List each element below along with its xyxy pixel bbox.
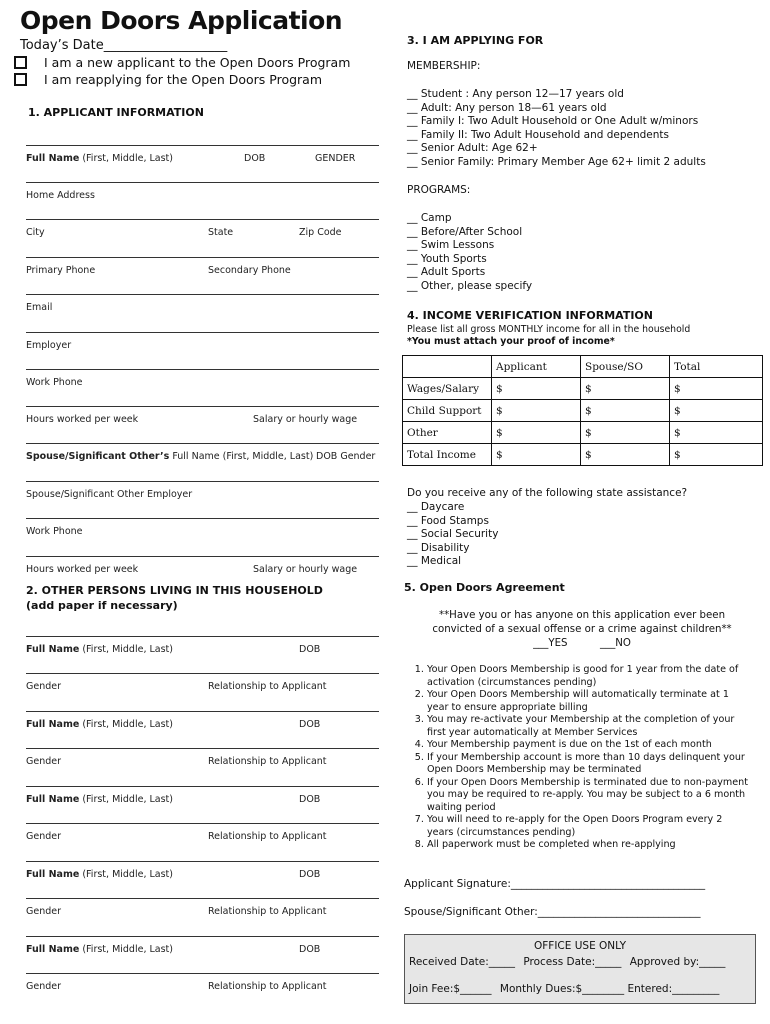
- person-gender-relationship-field[interactable]: [26, 748, 379, 772]
- applicant-signature-field[interactable]: Applicant Signature:_____________________________________: [404, 878, 706, 890]
- person-relationship-label: Relationship to Applicant: [208, 906, 327, 917]
- membership-option[interactable]: __ Student : Any person 12—17 years old: [407, 88, 624, 100]
- income-cell[interactable]: $: [670, 400, 763, 422]
- person-name-field[interactable]: [26, 711, 379, 735]
- spouse-work-phone-label: Work Phone: [26, 526, 83, 537]
- section1-heading: 1. APPLICANT INFORMATION: [28, 106, 204, 119]
- gender-label: GENDER: [315, 153, 356, 164]
- person-full-name-label: Full Name: [26, 719, 80, 730]
- checkbox-icon[interactable]: [14, 56, 27, 69]
- income-cell[interactable]: $: [581, 400, 670, 422]
- person-dob-label: DOB: [299, 794, 321, 805]
- programs-label: PROGRAMS:: [407, 184, 471, 196]
- income-cell[interactable]: $: [581, 444, 670, 466]
- table-header-cell: Spouse/SO: [581, 356, 670, 378]
- programs-list: [407, 212, 532, 294]
- phone-field[interactable]: [26, 257, 379, 281]
- email-field[interactable]: [26, 294, 379, 318]
- reapply-option[interactable]: [14, 72, 322, 87]
- membership-label: MEMBERSHIP:: [407, 60, 481, 72]
- person-gender-relationship-field[interactable]: [26, 973, 379, 997]
- spouse-name-hint: Full Name (First, Middle, Last): [169, 451, 314, 462]
- person-name-field[interactable]: [26, 786, 379, 810]
- spouse-employer-field[interactable]: [26, 481, 379, 505]
- table-header-cell: Total: [670, 356, 763, 378]
- term-item: 5. If your Membership account is more than 10 days delinquent your Open Doors Membership may be terminated: [427, 752, 749, 777]
- person-relationship-label: Relationship to Applicant: [208, 981, 327, 992]
- zip-label: Zip Code: [299, 227, 342, 238]
- membership-option[interactable]: __ Family II: Two Adult Household and dependents: [407, 128, 670, 141]
- row-label: Other: [403, 422, 492, 444]
- checkbox-icon[interactable]: [14, 73, 27, 86]
- no-option[interactable]: ___NO: [600, 638, 631, 649]
- city-state-zip-field[interactable]: [26, 219, 379, 243]
- approved-by-field[interactable]: Approved by:_____: [629, 956, 726, 968]
- person-relationship-label: Relationship to Applicant: [208, 831, 327, 842]
- table-header-cell: Applicant: [492, 356, 581, 378]
- person-full-name-label: Full Name: [26, 794, 80, 805]
- program-option[interactable]: __ Youth Sports: [407, 252, 487, 265]
- employer-label: Employer: [26, 340, 72, 351]
- new-applicant-option[interactable]: [14, 55, 350, 70]
- person-full-name-label: Full Name: [26, 644, 80, 655]
- monthly-dues-field[interactable]: Monthly Dues:$________: [499, 983, 625, 995]
- applicant-name-field[interactable]: [26, 145, 379, 169]
- new-applicant-label: I am a new applicant to the Open Doors Program: [44, 55, 351, 70]
- program-option[interactable]: __ Camp: [407, 212, 452, 224]
- spouse-employer-label: Spouse/Significant Other Employer: [26, 489, 193, 500]
- income-cell[interactable]: $: [581, 378, 670, 400]
- person-gender-label: Gender: [26, 756, 62, 767]
- spouse-hours-salary-field[interactable]: [26, 556, 379, 580]
- spouse-dob-gender-label: DOB Gender: [316, 451, 376, 462]
- term-item: 4. Your Membership payment is due on the 1st of each month: [427, 739, 749, 752]
- spouse-name-label: Spouse/Significant Other’s: [26, 451, 170, 462]
- person-gender-relationship-field[interactable]: [26, 823, 379, 847]
- process-date-field[interactable]: Process Date:_____: [523, 956, 622, 968]
- person-gender-label: Gender: [26, 831, 62, 842]
- spouse-name-field[interactable]: [26, 443, 379, 467]
- home-address-field[interactable]: [26, 182, 379, 206]
- person-full-name-label: Full Name: [26, 869, 80, 880]
- assistance-option[interactable]: __ Medical: [407, 555, 462, 568]
- row-label: Total Income: [403, 444, 492, 466]
- program-option[interactable]: __ Swim Lessons: [407, 239, 495, 252]
- assistance-list: [407, 501, 498, 569]
- yes-option[interactable]: ___YES: [533, 638, 568, 649]
- income-note: Please list all gross MONTHLY income for all in the household: [407, 324, 691, 335]
- hours-label: Hours worked per week: [26, 414, 139, 425]
- person-name-field[interactable]: [26, 936, 379, 960]
- person-full-name-hint: (First, Middle, Last): [79, 794, 173, 805]
- table-row: [403, 444, 763, 466]
- person-relationship-label: Relationship to Applicant: [208, 681, 327, 692]
- section5-heading: 5. Open Doors Agreement: [404, 581, 565, 594]
- conviction-question: [404, 609, 760, 651]
- row-label: Wages/Salary: [403, 378, 492, 400]
- assistance-option[interactable]: __ Social Security: [407, 528, 499, 541]
- assistance-option[interactable]: __ Daycare: [407, 501, 465, 513]
- membership-option[interactable]: __ Family I: Two Adult Household or One Adult w/minors: [407, 115, 699, 128]
- program-option[interactable]: __ Other, please specify: [407, 279, 533, 292]
- page-title: Open Doors Application: [20, 6, 343, 35]
- term-item: 1. Your Open Doors Membership is good for 1 year from the date of activation (circumstances pending): [427, 664, 749, 689]
- person-full-name-hint: (First, Middle, Last): [79, 719, 173, 730]
- membership-option[interactable]: __ Adult: Any person 18—61 years old: [407, 101, 607, 114]
- employer-field[interactable]: [26, 332, 379, 356]
- proof-note: *You must attach your proof of income*: [407, 336, 615, 347]
- table-row: [403, 400, 763, 422]
- income-cell[interactable]: $: [670, 378, 763, 400]
- person-full-name-hint: (First, Middle, Last): [79, 869, 173, 880]
- question-line: convicted of a sexual offense or a crime against children**: [432, 624, 732, 635]
- salary-label: Salary or hourly wage: [253, 414, 358, 425]
- person-gender-label: Gender: [26, 981, 62, 992]
- person-gender-label: Gender: [26, 681, 62, 692]
- assistance-option[interactable]: __ Food Stamps: [407, 514, 489, 527]
- person-dob-label: DOB: [299, 644, 321, 655]
- term-item: 8. All paperwork must be completed when re-applying: [427, 839, 749, 852]
- state-label: State: [208, 227, 234, 238]
- program-option[interactable]: __ Before/After School: [407, 225, 523, 238]
- home-address-label: Home Address: [26, 190, 95, 201]
- person-gender-relationship-field[interactable]: [26, 898, 379, 922]
- spouse-signature-field[interactable]: Spouse/Significant Other:_______________________________: [404, 906, 701, 918]
- work-phone-label: Work Phone: [26, 377, 83, 388]
- section4-heading: 4. INCOME VERIFICATION INFORMATION: [407, 309, 653, 322]
- entered-field[interactable]: Entered:_________: [627, 983, 720, 995]
- question-line: **Have you or has anyone on this application ever been: [438, 610, 726, 621]
- term-item: 3. You may re-activate your Membership at the completion of your first year automatically at Member Services: [427, 714, 749, 739]
- primary-phone-label: Primary Phone: [26, 265, 96, 276]
- income-cell[interactable]: $: [492, 422, 581, 444]
- hours-salary-field[interactable]: [26, 406, 379, 430]
- assistance-question: Do you receive any of the following state assistance?: [407, 487, 688, 499]
- table-row: [403, 378, 763, 400]
- agreement-terms: [404, 664, 749, 852]
- membership-list: [407, 88, 706, 170]
- person-full-name-hint: (First, Middle, Last): [79, 944, 173, 955]
- table-header-row: [403, 356, 763, 378]
- term-item: 7. You will need to re-apply for the Open Doors Program every 2 years (circumstances pending): [427, 814, 749, 839]
- person-full-name-label: Full Name: [26, 944, 80, 955]
- person-name-field[interactable]: [26, 861, 379, 885]
- work-phone-field[interactable]: [26, 369, 379, 393]
- full-name-label: Full Name: [26, 153, 80, 164]
- join-fee-field[interactable]: Join Fee:$______: [409, 983, 492, 995]
- person-relationship-label: Relationship to Applicant: [208, 756, 327, 767]
- spouse-work-phone-field[interactable]: [26, 518, 379, 542]
- income-cell[interactable]: $: [670, 444, 763, 466]
- income-cell[interactable]: $: [492, 400, 581, 422]
- dob-label: DOB: [244, 153, 266, 164]
- person-gender-relationship-field[interactable]: [26, 673, 379, 697]
- reapply-label: I am reapplying for the Open Doors Program: [44, 72, 323, 87]
- section2-subheading: (add paper if necessary): [26, 599, 178, 612]
- section3-heading: 3. I AM APPLYING FOR: [407, 34, 544, 47]
- term-item: 2. Your Open Doors Membership will automatically terminate at 1 year to ensure appropriate billing: [427, 689, 749, 714]
- table-row: [403, 422, 763, 444]
- income-table: [402, 355, 763, 466]
- membership-option[interactable]: __ Senior Family: Primary Member Age 62+ limit 2 adults: [407, 155, 706, 168]
- full-name-hint: (First, Middle, Last): [79, 153, 173, 164]
- term-item: 6. If your Open Doors Membership is terminated due to non-payment you may be required to re-apply. You may be subject to a 6 month waiting period: [427, 777, 749, 815]
- secondary-phone-label: Secondary Phone: [208, 265, 291, 276]
- membership-option[interactable]: __ Senior Adult: Age 62+: [407, 142, 538, 155]
- person-dob-label: DOB: [299, 719, 321, 730]
- person-dob-label: DOB: [299, 944, 321, 955]
- income-cell[interactable]: $: [670, 422, 763, 444]
- received-date-field[interactable]: Received Date:_____: [409, 956, 515, 968]
- assistance-option[interactable]: __ Disability: [407, 541, 470, 554]
- office-title: OFFICE USE ONLY: [533, 940, 627, 952]
- email-label: Email: [26, 302, 53, 313]
- person-dob-label: DOB: [299, 869, 321, 880]
- person-name-field[interactable]: [26, 636, 379, 660]
- income-cell[interactable]: $: [492, 378, 581, 400]
- row-label: Child Support: [403, 400, 492, 422]
- person-full-name-hint: (First, Middle, Last): [79, 644, 173, 655]
- program-option[interactable]: __ Adult Sports: [407, 266, 486, 279]
- todays-date-field[interactable]: Today’s Date___________________: [20, 38, 228, 53]
- spouse-hours-label: Hours worked per week: [26, 564, 139, 575]
- income-cell[interactable]: $: [492, 444, 581, 466]
- person-gender-label: Gender: [26, 906, 62, 917]
- section2-heading: 2. OTHER PERSONS LIVING IN THIS HOUSEHOLD: [26, 584, 323, 597]
- spouse-salary-label: Salary or hourly wage: [253, 564, 358, 575]
- table-header-cell: [403, 356, 492, 378]
- income-cell[interactable]: $: [581, 422, 670, 444]
- office-use-box: [404, 934, 756, 1004]
- city-label: City: [26, 227, 45, 238]
